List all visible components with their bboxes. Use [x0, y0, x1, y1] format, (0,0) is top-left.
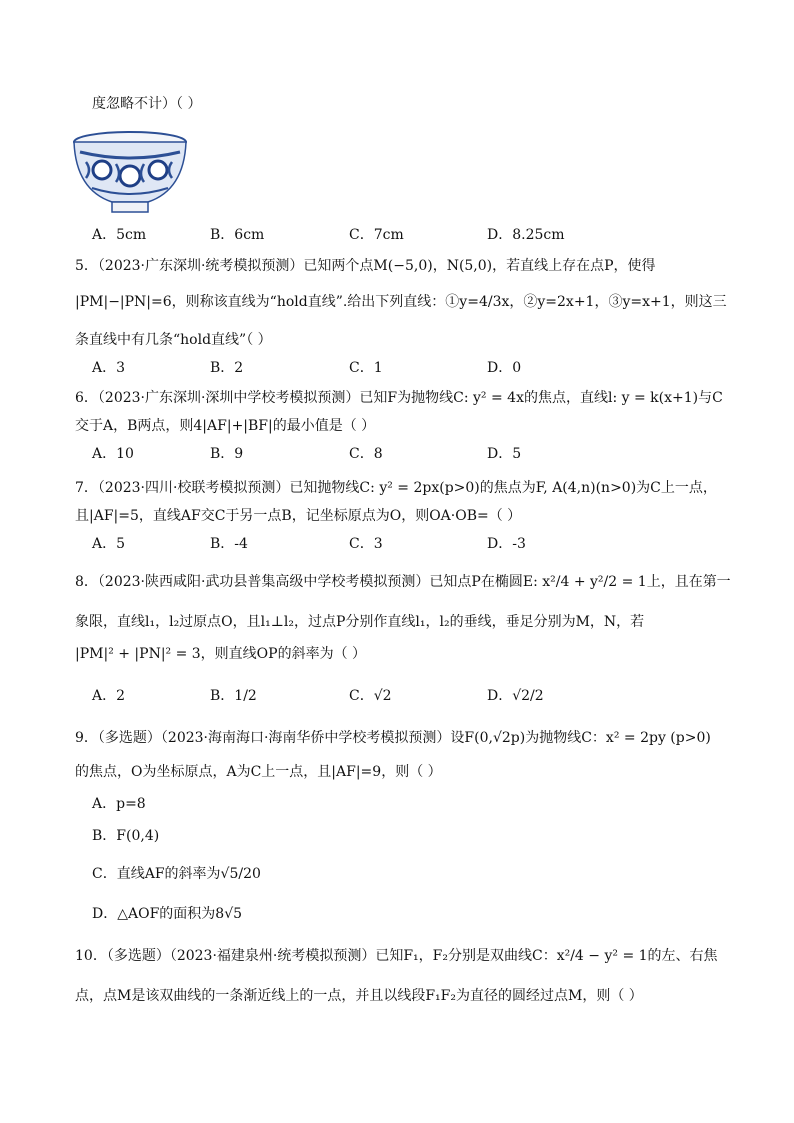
option-d: D．√2/2 [487, 688, 544, 704]
question-8-options [92, 686, 754, 706]
porcelain-bowl-image [72, 128, 188, 216]
question-9-line-1: 9．（多选题）（2023·海南海口·海南华侨中学校考模拟预测）设F(0,√2p)为抛物线C：x² = 2py (p>0) [75, 730, 711, 746]
option-a: A．5 [92, 536, 126, 552]
option-b: B．-4 [210, 536, 248, 552]
question-7-options [92, 534, 754, 554]
question-5-options [92, 358, 754, 378]
option-c: C．3 [349, 536, 383, 552]
question-8-line-1: 8．（2023·陕西咸阳·武功县普集高级中学校考模拟预测）已知点P在椭圆E: x²/4 + y²/2 = 1上，且在第一 [75, 574, 731, 590]
question-4-options [92, 225, 754, 245]
option-a: A．2 [92, 688, 126, 704]
question-6-line-1: 6．（2023·广东深圳·深圳中学校考模拟预测）已知F为抛物线C: y² = 4x的焦点，直线l: y = k(x+1)与C [75, 390, 723, 406]
question-6-options [92, 444, 754, 464]
option-b: B．9 [210, 446, 244, 462]
question-8-line-3: |PM|² + |PN|² = 3，则直线OP的斜率为（ ） [75, 646, 367, 662]
question-9-option-c: C．直线AF的斜率为√5/20 [92, 866, 261, 882]
question-9-option-d: D．△AOF的面积为8√5 [92, 906, 243, 922]
option-a: A．10 [92, 446, 134, 462]
option-b: B．1/2 [210, 688, 257, 704]
question-10-line-1: 10．（多选题）（2023·福建泉州·统考模拟预测）已知F₁，F₂分别是双曲线C：x²/4 − y² = 1的左、右焦 [75, 948, 718, 964]
question-4-tail: 度忽略不计）（ ） [92, 96, 202, 112]
question-8-line-2: 象限，直线l₁，l₂过原点O，且l₁⊥l₂，过点P分别作直线l₁，l₂的垂线，垂足分别为M，N，若 [75, 614, 645, 630]
option-a: A．5cm [92, 227, 147, 243]
option-b: B．2 [210, 360, 244, 376]
question-9-line-2: 的焦点，O为坐标原点，A为C上一点，且|AF|=9，则（ ） [75, 764, 442, 780]
option-d: D．8.25cm [487, 227, 565, 243]
option-b: B．6cm [210, 227, 265, 243]
option-c: C．1 [349, 360, 383, 376]
option-a: A．3 [92, 360, 126, 376]
option-d: D．-3 [487, 536, 526, 552]
option-c: C．7cm [349, 227, 404, 243]
question-7-line-2: 且|AF|=5，直线AF交C于另一点B，记坐标原点为O，则OA·OB=（ ） [75, 508, 522, 524]
question-5-line-1: 5．（2023·广东深圳·统考模拟预测）已知两个点M(−5,0)，N(5,0)，若直线上存在点P，使得 [75, 258, 656, 274]
question-10-line-2: 点，点M是该双曲线的一条渐近线上的一点，并且以线段F₁F₂为直径的圆经过点M，则（ ） [75, 988, 643, 1004]
question-5-line-2: |PM|−|PN|=6，则称该直线为“hold直线”.给出下列直线：①y=4/3x，②y=2x+1，③y=x+1，则这三 [75, 294, 727, 310]
option-d: D．5 [487, 446, 522, 462]
question-5-line-3: 条直线中有几条“hold直线”（ ） [75, 332, 272, 348]
option-c: C．√2 [349, 688, 392, 704]
question-7-line-1: 7．（2023·四川·校联考模拟预测）已知抛物线C: y² = 2px(p>0)的焦点为F, A(4,n)(n>0)为C上一点， [75, 480, 717, 496]
question-9-option-b: B．F(0,4) [92, 828, 160, 844]
option-d: D．0 [487, 360, 522, 376]
option-c: C．8 [349, 446, 383, 462]
question-9-option-a: A．p=8 [92, 796, 146, 812]
question-6-line-2: 交于A，B两点，则4|AF|+|BF|的最小值是（ ） [75, 418, 376, 434]
